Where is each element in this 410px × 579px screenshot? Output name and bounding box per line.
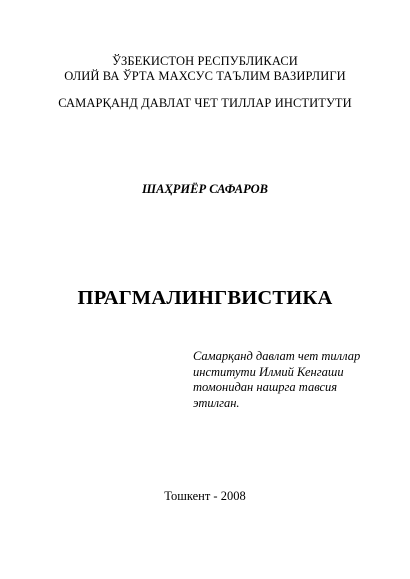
approval-note-line: этилган. [193,395,240,410]
book-title: ПРАГМАЛИНГВИСТИКА [77,287,333,309]
approval-note-line: институти Илмий Кенгаши [193,364,344,379]
approval-note-line: томонидан нашрга тавсия [193,380,338,394]
ministry-heading: ОЛИЙ ВА ЎРТА МАХСУС ТАЪЛИМ ВАЗИРЛИГИ [64,69,346,83]
approval-note-line: Самарқанд давлат чет тиллар [193,349,361,363]
approval-note [193,349,393,411]
author-name: ШАҲРИЁР САФАРОВ [142,182,268,196]
institute-heading: САМАРҚАНД ДАВЛАТ ЧЕТ ТИЛЛАР ИНСТИТУТИ [58,96,352,110]
place-year: Тошкент - 2008 [164,489,246,503]
republic-heading: ЎЗБЕКИСТОН РЕСПУБЛИКАСИ [112,54,298,68]
